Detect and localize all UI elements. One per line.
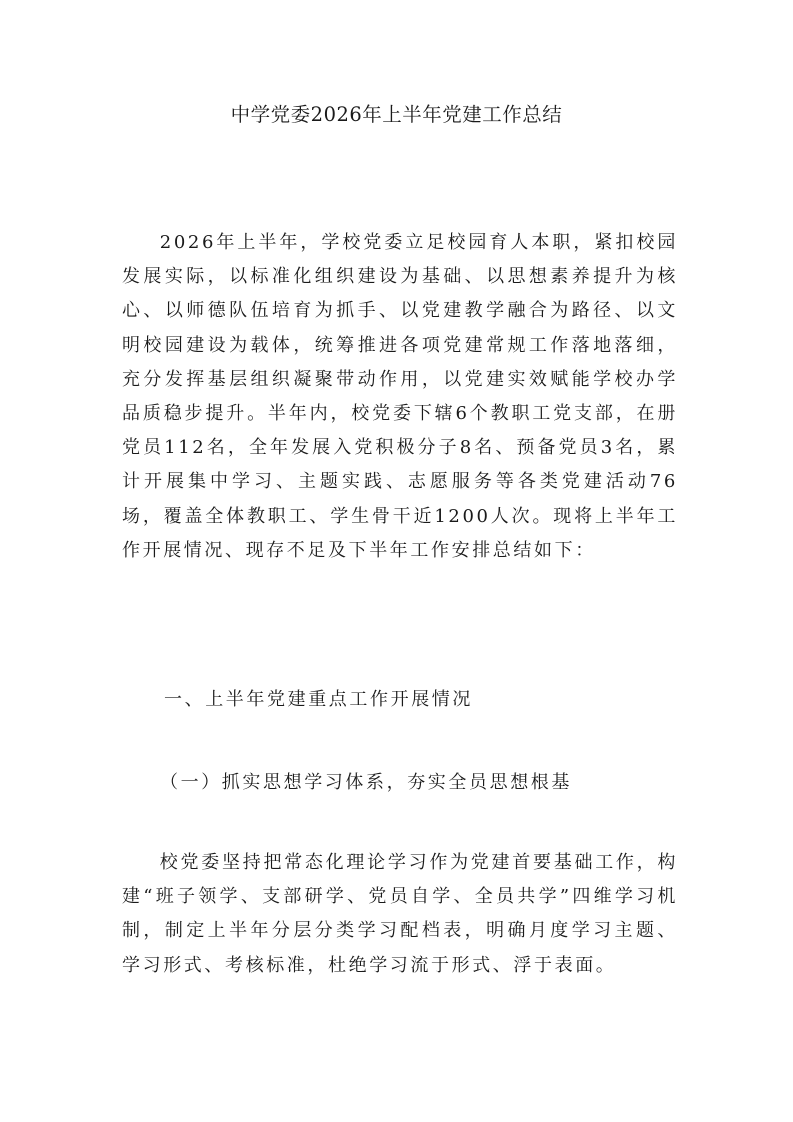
intro-paragraph: 2026年上半年，学校党委立足校园育人本职，紧扣校园发展实际，以标准化组织建设为基础、以思想素养提升为核心、以师德队伍培育为抓手、以党建教学融合为路径、以文明校园建设为载体，统筹推进各项党建常规工作落地落细，充分发挥基层组织凝聚带动作用，以党建实效赋能学校办学品质稳步提升。半年内，校党委下辖6个教职工党支部，在册党员112名，全年发展入党积极分子8名、预备党员3名，累计开展集中学习、主题实践、志愿服务等各类党建活动76场，覆盖全体教职工、学生骨干近1200人次。现将上半年工作开展情况、现存不足及下半年工作安排总结如下：: [122, 232, 678, 561]
body-paragraph: 校党委坚持把常态化理论学习作为党建首要基础工作，构建“班子领学、支部研学、党员自学、全员共学”四维学习机制，制定上半年分层分类学习配档表，明确月度学习主题、学习形式、考核标准，杜绝学习流于形式、浮于表面。: [122, 852, 678, 976]
section-heading: 一、上半年党建重点工作开展情况: [164, 689, 473, 710]
document-title: 中学党委2026年上半年党建工作总结: [230, 103, 563, 126]
subsection-heading: （一）抓实思想学习体系，夯实全员思想根基: [160, 772, 572, 793]
